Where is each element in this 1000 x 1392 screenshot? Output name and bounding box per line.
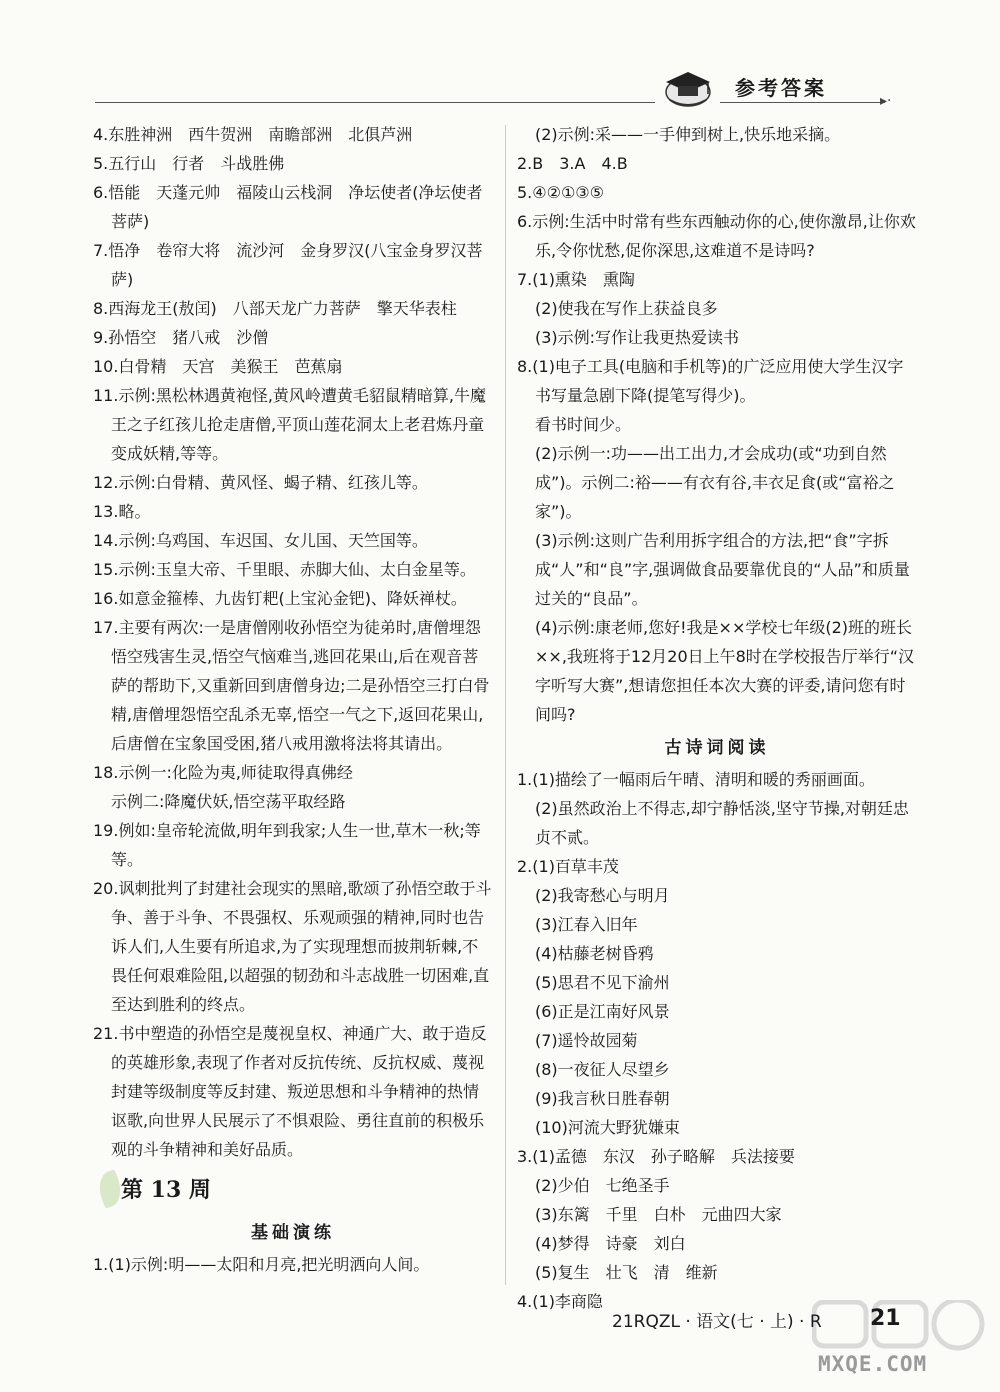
answer-item: (3)示例:这则广告利用拆字组合的方法,把“食”字拆成“人”和“良”字,强调做食品要靠优良的“人品”和质量过关的“良品”。 bbox=[535, 531, 910, 608]
left-after-list bbox=[93, 1250, 493, 1279]
answer-item: (2)少伯 七绝圣手 bbox=[535, 1176, 670, 1195]
answer-item: 18.示例一:化险为夷,师徒取得真佛经 bbox=[93, 763, 353, 782]
week-title: 第 13 周 bbox=[121, 1177, 211, 1203]
answer-item: (3)东篱 千里 白朴 元曲四大家 bbox=[535, 1205, 782, 1224]
answer-item: 1.(1)描绘了一幅雨后午晴、清明和暖的秀丽画面。 bbox=[517, 770, 875, 789]
answer-item: 12.示例:白骨精、黄风怪、蝎子精、红孩儿等。 bbox=[93, 473, 428, 492]
week-heading bbox=[93, 1168, 493, 1214]
answer-item: 8.西海龙王(敖闰) 八部天龙广力菩萨 擎天华表柱 bbox=[93, 299, 457, 318]
answer-item: 5.④②①③⑤ bbox=[517, 183, 604, 202]
answer-item: 看书时间少。 bbox=[535, 415, 632, 434]
answer-item: (2)虽然政治上不得志,却宁静恬淡,坚守节操,对朝廷忠贞不贰。 bbox=[535, 799, 909, 847]
answer-item: 15.示例:玉皇大帝、千里眼、赤脚大仙、太白金星等。 bbox=[93, 560, 476, 579]
section-title-poetry: 古诗词阅读 bbox=[664, 738, 770, 758]
right-answer-list bbox=[517, 120, 917, 729]
answer-item: 19.例如:皇帝轮流做,明年到我家;人生一世,草木一秋;等等。 bbox=[93, 821, 481, 869]
answer-item: 14.示例:乌鸡国、车迟国、女儿国、天竺国等。 bbox=[93, 531, 428, 550]
answer-item: 20.讽刺批判了封建社会现实的黑暗,歌颂了孙悟空敢于斗争、善于斗争、不畏强权、乐观顽强的精神,同时也告诉人们,人生要有所追求,为了实现理想而披荆斩棘,不畏任何艰难险阻,以超强的韧劲和斗志战胜一切困难,直至达到胜利的终点。 bbox=[93, 879, 492, 1014]
answer-item: 8.(1)电子工具(电脑和手机等)的广泛应用使大学生汉字书写量急剧下降(提笔写得少)。 bbox=[517, 357, 904, 405]
right-after-list bbox=[517, 765, 917, 1316]
answer-item: (7)遥怜故园菊 bbox=[535, 1031, 638, 1050]
answer-item: (4)枯藤老树昏鸦 bbox=[535, 944, 654, 963]
answer-item: (10)河流大野犹嫌束 bbox=[535, 1118, 680, 1137]
footer-code: 21RQZL · 语文(七 · 上) · R bbox=[612, 1312, 822, 1332]
answer-item: 11.示例:黑松林遇黄袍怪,黄风岭遭黄毛貂鼠精暗算,牛魔王之子红孩儿抢走唐僧,平顶山莲花洞太上老君炼丹童变成妖精,等等。 bbox=[93, 386, 487, 463]
section-title-basic: 基础演练 bbox=[251, 1223, 335, 1243]
answer-item: 3.(1)孟德 东汉 孙子略解 兵法接要 bbox=[517, 1147, 795, 1166]
answer-item: 13.略。 bbox=[93, 502, 151, 521]
answer-item: (9)我言秋日胜春朝 bbox=[535, 1089, 670, 1108]
arrow-right-icon: ▸· bbox=[880, 93, 892, 109]
header-rule-left bbox=[95, 102, 655, 103]
answer-item: 16.如意金箍棒、九齿钉耙(上宝沁金钯)、降妖禅杖。 bbox=[93, 589, 467, 608]
answer-item: 10.白骨精 天宫 美猴王 芭蕉扇 bbox=[93, 357, 343, 376]
answer-item: 4.东胜神洲 西牛贺洲 南瞻部洲 北俱芦洲 bbox=[93, 125, 413, 144]
answer-item: 5.五行山 行者 斗战胜佛 bbox=[93, 154, 285, 173]
answer-item: 21.书中塑造的孙悟空是蔑视皇权、神通广大、敢于造反的英雄形象,表现了作者对反抗传统、反抗权威、蔑视封建等级制度等反封建、叛逆思想和斗争精神的热情讴歌,向世界人民展示了不惧艰险、勇往直前的积极乐观的斗争精神和美好品质。 bbox=[93, 1024, 487, 1159]
watermark-text: MXQE.COM bbox=[818, 1352, 928, 1376]
answer-item: (2)示例一:功——出工出力,才会成功(或“功到自然成”)。示例二:裕——有衣有谷,丰衣足食(或“富裕之家”)。 bbox=[535, 444, 895, 521]
answer-item: 2.(1)百草丰茂 bbox=[517, 857, 619, 876]
header-title: 参考答案 bbox=[735, 76, 827, 100]
answer-item: 6.示例:生活中时常有些东西触动你的心,使你激昂,让你欢乐,令你忧愁,促你深思,这难道不是诗吗? bbox=[517, 212, 916, 260]
answer-item: 6.悟能 天蓬元帅 福陵山云栈洞 净坛使者(净坛使者菩萨) bbox=[93, 183, 483, 231]
answer-item: 1.(1)示例:明——太阳和月亮,把光明洒向人间。 bbox=[93, 1255, 430, 1274]
column-divider bbox=[505, 125, 506, 1285]
answer-item: (5)复生 壮飞 清 维新 bbox=[535, 1263, 718, 1282]
answer-item: 7.(1)熏染 熏陶 bbox=[517, 270, 635, 289]
answer-item: (2)我寄愁心与明月 bbox=[535, 886, 670, 905]
answer-item: 17.主要有两次:一是唐僧刚收孙悟空为徒弟时,唐僧埋怨悟空残害生灵,悟空气恼难当,逃回花果山,后在观音菩萨的帮助下,又重新回到唐僧身边;二是孙悟空三打白骨精,唐僧埋怨悟空乱杀无辜,悟空一气之下,返回花果山,后唐僧在宝象国受困,猪八戒用激将法将其请出。 bbox=[93, 618, 490, 753]
answer-item: 4.(1)李商隐 bbox=[517, 1292, 603, 1311]
answer-item: (6)正是江南好风景 bbox=[535, 1002, 670, 1021]
answer-item: 2.B 3.A 4.B bbox=[517, 154, 628, 173]
answer-item: (3)江春入旧年 bbox=[535, 915, 638, 934]
page-number: 21 bbox=[870, 1306, 901, 1331]
answer-item: (2)示例:采——一手伸到树上,快乐地采摘。 bbox=[535, 125, 841, 144]
answer-item: (3)示例:写作让我更热爱读书 bbox=[535, 328, 740, 347]
answer-item: 9.孙悟空 猪八戒 沙僧 bbox=[93, 328, 269, 347]
answer-item: (8)一夜征人尽望乡 bbox=[535, 1060, 670, 1079]
answer-item: (4)梦得 诗豪 刘白 bbox=[535, 1234, 686, 1253]
left-answer-list bbox=[93, 120, 493, 1164]
left-column bbox=[93, 120, 493, 1279]
answer-item: 示例二:降魔伏妖,悟空荡平取经路 bbox=[111, 792, 346, 811]
header-rule-right bbox=[720, 102, 885, 103]
answer-item: (2)使我在写作上获益良多 bbox=[535, 299, 718, 318]
answer-item: 7.悟净 卷帘大将 流沙河 金身罗汉(八宝金身罗汉菩萨) bbox=[93, 241, 483, 289]
right-column bbox=[517, 120, 917, 1316]
answer-item: (4)示例:康老师,您好!我是××学校七年级(2)班的班长××,我班将于12月20日上午8时在学校报告厅举行“汉字听写大赛”,想请您担任本次大赛的评委,请问您有时间吗? bbox=[535, 618, 915, 724]
graduation-cap-icon bbox=[660, 62, 716, 110]
answer-item: (5)思君不见下渝州 bbox=[535, 973, 670, 992]
